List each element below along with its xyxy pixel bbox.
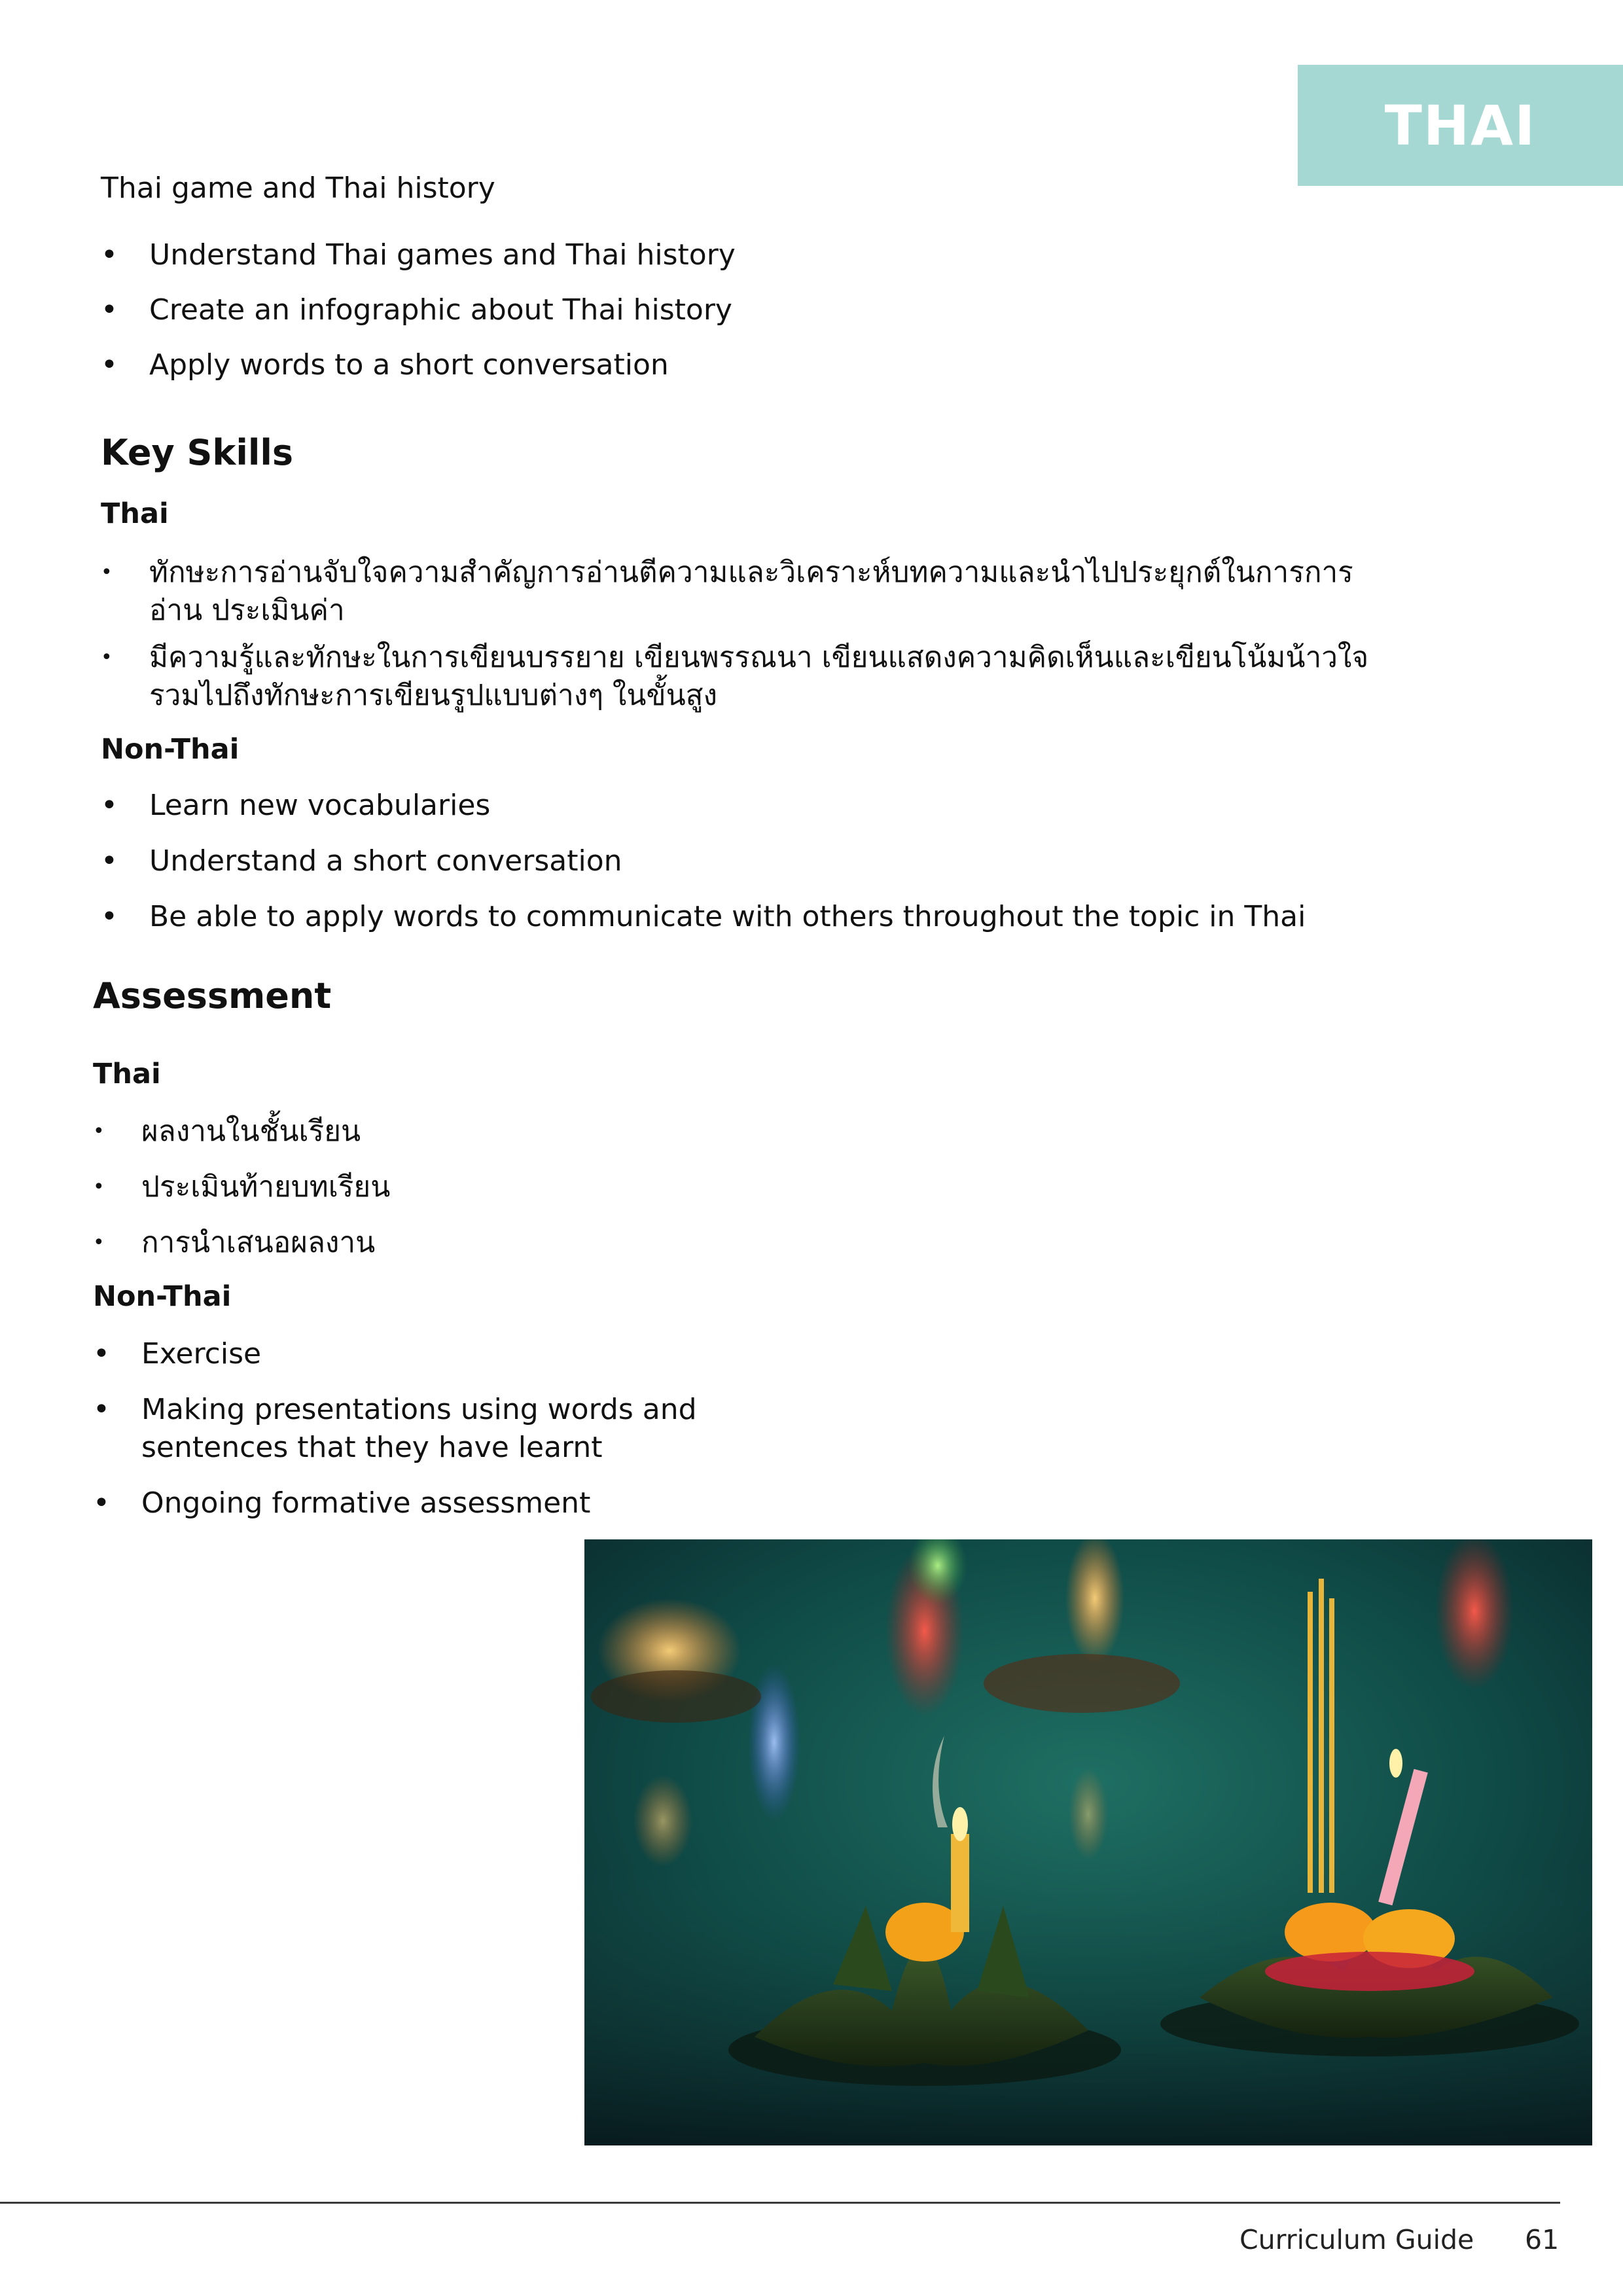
bullet-icon: • [101, 561, 113, 584]
list-item: • Be able to apply words to communicate with others throughout the topic in Thai [149, 898, 1458, 936]
bullet-icon: • [93, 1393, 110, 1426]
objectives-list [101, 236, 736, 384]
bullet-icon: • [101, 238, 118, 272]
krathong-photo [584, 1539, 1592, 2145]
bullet-icon: • [93, 1231, 105, 1254]
bullet-icon: • [101, 348, 118, 382]
list-item: • ผลงานในชั้นเรียน [141, 1113, 390, 1151]
list-item: • การนำเสนอผลงาน [141, 1224, 390, 1262]
list-item: • Understand Thai games and Thai history [149, 236, 736, 274]
bullet-icon: • [93, 1486, 110, 1520]
list-item: • Learn new vocabularies [149, 787, 1458, 825]
bullet-icon: • [93, 1175, 105, 1198]
list-item: • ทักษะการอ่านจับใจความสำคัญการอ่านตีความและวิเคราะห์บทความและนำไปประยุกต์ในการการอ่าน ประเมินค่า [149, 554, 1393, 630]
key-skills-non-thai-heading: Non-Thai [101, 733, 240, 766]
bullet-icon: • [101, 900, 118, 933]
list-item: • Create an infographic about Thai history [149, 291, 736, 329]
list-item: • ประเมินท้ายบทเรียน [141, 1168, 390, 1206]
page-number: 61 [1525, 2224, 1560, 2255]
assessment-thai-heading: Thai [93, 1058, 161, 1090]
list-item: • Apply words to a short conversation [149, 346, 736, 384]
bullet-icon: • [101, 646, 113, 669]
list-item: • มีความรู้และทักษะในการเขียนบรรยาย เขียนพรรณนา เขียนแสดงความคิดเห็นและเขียนโน้มน้าวใจ รวมไปถึงทักษะการเขียนรูปแบบต่างๆ ในขั้นสูง [149, 639, 1393, 715]
list-item: • Understand a short conversation [149, 842, 1458, 880]
key-skills-thai-heading: Thai [101, 497, 169, 530]
assessment-non-thai-heading: Non-Thai [93, 1280, 232, 1313]
assessment-thai-list [93, 1113, 391, 1262]
key-skills-heading: Key Skills [101, 432, 293, 473]
bullet-icon: • [93, 1337, 110, 1371]
bullet-icon: • [101, 293, 118, 327]
assessment-heading: Assessment [93, 975, 332, 1016]
bullet-icon: • [101, 844, 118, 878]
list-item: • Exercise [141, 1335, 730, 1373]
list-item: • Making presentations using words and sentences that they have learnt [141, 1391, 717, 1467]
footer-title: Curriculum Guide [1240, 2224, 1474, 2255]
bullet-icon: • [93, 1120, 105, 1143]
lesson-topic: Thai game and Thai history [101, 171, 495, 205]
key-skills-thai-list [101, 554, 1393, 715]
assessment-non-thai-list [93, 1335, 730, 1522]
footer-rule [0, 2202, 1560, 2204]
section-tab-label: THAI [1384, 94, 1537, 158]
section-tab [1298, 65, 1623, 186]
key-skills-non-thai-list [101, 787, 1458, 936]
bullet-icon: • [101, 789, 118, 822]
list-item: • Ongoing formative assessment [141, 1484, 730, 1522]
